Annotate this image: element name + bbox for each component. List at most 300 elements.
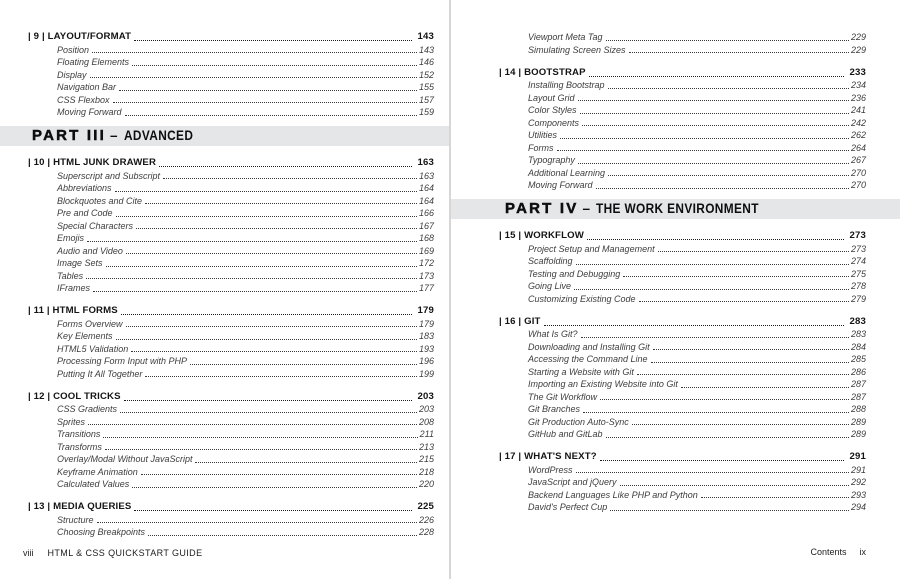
- dot-leader: [701, 497, 849, 498]
- dot-leader: [629, 52, 849, 53]
- page-gutter-divider: [449, 0, 451, 579]
- section-page-number: 274: [850, 256, 866, 266]
- dot-leader: [87, 241, 417, 242]
- section-page-number: 167: [418, 220, 434, 231]
- chapter-page-number: 283: [849, 315, 866, 327]
- section-title: Special Characters: [57, 220, 134, 231]
- section-page-number: 270: [850, 180, 866, 190]
- toc-entry-section: [499, 378, 866, 391]
- dot-leader: [132, 65, 417, 66]
- section-page-number: 287: [850, 391, 866, 402]
- section-title: Sprites: [57, 416, 86, 427]
- section-page-number: 264: [850, 142, 866, 153]
- toc-entry-section: [28, 81, 434, 94]
- chapter-title: | 12 | COOL TRICKS: [28, 390, 121, 402]
- toc-entry-section: [499, 416, 866, 429]
- dot-leader: [145, 203, 417, 204]
- dot-leader: [115, 191, 417, 192]
- chapter-page-number: 163: [417, 157, 434, 168]
- chapter-group: [499, 316, 866, 441]
- dot-leader: [132, 487, 417, 488]
- dot-leader: [125, 115, 417, 116]
- section-page-number: 242: [850, 117, 866, 128]
- dot-leader: [620, 485, 849, 486]
- section-title: IFrames: [57, 283, 91, 293]
- section-title: Layout Grid: [528, 92, 575, 103]
- section-title: Moving Forward: [57, 107, 122, 117]
- dot-leader: [163, 178, 417, 179]
- dot-leader: [600, 399, 849, 400]
- dot-leader: [195, 462, 416, 463]
- toc-entry-section: [499, 243, 866, 256]
- footer-book-title: HTML & CSS QUICKSTART GUIDE: [47, 548, 203, 558]
- section-title: Emojis: [57, 233, 85, 243]
- dot-leader: [596, 188, 849, 189]
- section-page-number: 159: [418, 107, 434, 117]
- section-title: Key Elements: [57, 331, 113, 341]
- part-separator: –: [582, 201, 590, 217]
- dot-leader: [134, 40, 411, 41]
- dot-leader: [578, 100, 849, 101]
- section-page-number: 215: [418, 454, 434, 464]
- section-title: Additional Learning: [528, 167, 606, 178]
- section-page-number: 241: [850, 105, 866, 115]
- toc-entry-section: [499, 403, 866, 416]
- section-page-number: 196: [418, 356, 434, 366]
- section-title: Backend Languages Like PHP and Python: [528, 489, 698, 500]
- section-title: Going Live: [528, 281, 572, 291]
- dot-leader: [93, 291, 417, 292]
- chapter-group: [499, 230, 866, 305]
- dot-leader: [606, 437, 849, 438]
- dot-leader: [576, 264, 849, 265]
- footer-page-number: ix: [859, 547, 866, 557]
- dot-leader: [637, 374, 849, 375]
- section-page-number: 163: [418, 170, 434, 181]
- dot-leader: [581, 337, 849, 338]
- dot-leader: [560, 138, 849, 139]
- chapter-page-number: 233: [849, 66, 866, 78]
- toc-entry-section: [499, 341, 866, 354]
- chapter-page-number: 291: [849, 451, 866, 462]
- toc-entry-section: [28, 257, 434, 270]
- section-title: Structure: [57, 514, 94, 525]
- section-title: Abbreviations: [57, 183, 112, 193]
- dot-leader: [145, 376, 417, 377]
- section-title: Installing Bootstrap: [528, 80, 605, 90]
- dot-leader: [131, 351, 417, 352]
- dot-leader: [105, 449, 417, 450]
- chapter-group: [28, 391, 434, 491]
- dot-leader: [134, 510, 411, 511]
- part-title: THE WORK ENVIRONMENT: [595, 201, 759, 217]
- section-title: Choosing Breakpoints: [57, 527, 146, 537]
- chapter-page-number: 179: [417, 305, 434, 316]
- section-page-number: 275: [850, 268, 866, 279]
- section-title: HTML5 Validation: [57, 343, 129, 354]
- dot-leader: [651, 362, 849, 363]
- section-page-number: 208: [418, 416, 434, 427]
- section-page-number: 218: [418, 466, 434, 477]
- section-page-number: 279: [850, 293, 866, 304]
- section-page-number: 143: [418, 44, 434, 55]
- section-title: JavaScript and jQuery: [528, 477, 617, 487]
- dot-leader: [623, 276, 849, 277]
- toc-entry-section: [28, 270, 434, 283]
- section-page-number: 203: [418, 404, 434, 414]
- dot-leader: [92, 52, 417, 53]
- toc-entry-chapter: [28, 501, 434, 514]
- toc-entry-chapter: [499, 451, 866, 464]
- section-page-number: 173: [418, 270, 434, 281]
- dot-leader: [116, 339, 417, 340]
- section-title: Superscript and Subscript: [57, 170, 161, 181]
- chapter-title: | 14 | BOOTSTRAP: [499, 66, 586, 78]
- part-label: PART III: [32, 127, 106, 145]
- section-title: Accessing the Command Line: [528, 354, 648, 364]
- section-title: Simulating Screen Sizes: [528, 44, 626, 55]
- section-page-number: 289: [850, 429, 866, 439]
- dot-leader: [653, 349, 849, 350]
- dot-leader: [580, 113, 849, 114]
- toc-entry-section: [28, 368, 434, 381]
- toc-entry-section: [28, 195, 434, 208]
- toc-entry-section: [28, 318, 434, 331]
- section-title: Starting a Website with Git: [528, 366, 634, 377]
- dot-leader: [103, 437, 417, 438]
- dot-leader: [582, 125, 849, 126]
- dot-leader: [136, 228, 417, 229]
- toc-entry-section: [28, 69, 434, 82]
- section-title: What Is Git?: [528, 329, 578, 339]
- chapter-title: | 11 | HTML FORMS: [28, 305, 118, 316]
- section-title: GitHub and GitLab: [528, 429, 603, 439]
- section-page-number: 152: [418, 69, 434, 80]
- section-title: Viewport Meta Tag: [528, 32, 603, 42]
- toc-entry-section: [28, 282, 434, 295]
- toc-entry-section: [499, 167, 866, 180]
- section-title: Typography: [528, 155, 575, 165]
- part-title: ADVANCED: [123, 128, 193, 144]
- dot-leader: [86, 278, 417, 279]
- section-title: The Git Workflow: [528, 391, 598, 402]
- section-title: Downloading and Installing Git: [528, 341, 650, 352]
- toc-blocks-left: [28, 31, 434, 539]
- chapter-title: | 10 | HTML JUNK DRAWER: [28, 157, 157, 168]
- section-title: David's Perfect Cup: [528, 502, 608, 512]
- toc-entry-section: [28, 232, 434, 245]
- section-page-number: 284: [850, 341, 866, 352]
- toc-entry-section: [499, 79, 866, 92]
- section-page-number: 164: [418, 195, 434, 206]
- section-page-number: 229: [850, 32, 866, 42]
- dot-leader: [190, 364, 417, 365]
- dot-leader: [574, 289, 849, 290]
- part-label: PART IV: [505, 200, 579, 218]
- toc-entry-section: [28, 245, 434, 258]
- chapter-page-number: 225: [417, 501, 434, 512]
- chapter-group: [28, 305, 434, 380]
- section-page-number: 287: [850, 379, 866, 389]
- footer-section-label: Contents: [810, 547, 847, 557]
- section-title: Tables: [57, 270, 84, 281]
- dot-leader: [113, 102, 417, 103]
- dot-leader: [90, 77, 417, 78]
- dot-leader: [126, 326, 417, 327]
- section-title: Display: [57, 69, 87, 80]
- toc-entry-section: [28, 56, 434, 69]
- section-page-number: 155: [418, 82, 434, 92]
- section-title: Importing an Existing Website into Git: [528, 379, 678, 389]
- dot-leader: [120, 412, 417, 413]
- toc-entry-section: [28, 416, 434, 429]
- toc-entry-section: [499, 129, 866, 142]
- chapter-group: [28, 501, 434, 539]
- dot-leader: [106, 266, 417, 267]
- section-title: Navigation Bar: [57, 82, 117, 92]
- dot-leader: [576, 472, 849, 473]
- section-page-number: 294: [850, 502, 866, 512]
- dot-leader: [583, 412, 849, 413]
- part-separator: –: [110, 128, 118, 144]
- toc-entry-section: [28, 478, 434, 491]
- section-page-number: 199: [418, 368, 434, 379]
- chapter-group: [499, 31, 866, 56]
- toc-blocks-right: [499, 31, 866, 514]
- toc-entry-section: [499, 366, 866, 379]
- section-page-number: 211: [419, 429, 434, 439]
- footer-right: [810, 547, 866, 557]
- toc-entry-chapter: [28, 391, 434, 404]
- toc-entry-section: [28, 403, 434, 416]
- dot-leader: [97, 522, 417, 523]
- toc-entry-section: [499, 280, 866, 293]
- section-page-number: 236: [850, 92, 866, 103]
- section-title: Forms: [528, 142, 554, 153]
- toc-entry-section: [499, 464, 866, 477]
- section-page-number: 267: [850, 155, 866, 165]
- dot-leader: [608, 88, 849, 89]
- toc-entry-section: [28, 207, 434, 220]
- chapter-group: [28, 157, 434, 295]
- toc-entry-section: [499, 428, 866, 441]
- section-title: Forms Overview: [57, 318, 123, 329]
- toc-entry-section: [28, 514, 434, 527]
- chapter-title: | 13 | MEDIA QUERIES: [28, 501, 132, 512]
- dot-leader: [126, 253, 417, 254]
- dot-leader: [578, 163, 849, 164]
- section-title: CSS Gradients: [57, 404, 118, 414]
- dot-leader: [681, 387, 849, 388]
- section-page-number: 278: [850, 281, 866, 291]
- toc-entry-chapter: [499, 67, 866, 80]
- section-page-number: 289: [850, 416, 866, 427]
- toc-entry-section: [499, 268, 866, 281]
- toc-entry-section: [28, 44, 434, 57]
- section-page-number: 226: [418, 514, 434, 525]
- section-title: Floating Elements: [57, 57, 130, 67]
- toc-entry-section: [499, 92, 866, 105]
- section-title: Processing Form Input with PHP: [57, 356, 188, 366]
- toc-entry-section: [499, 31, 866, 44]
- section-page-number: 177: [418, 283, 434, 293]
- dot-leader: [148, 535, 417, 536]
- dot-leader: [119, 90, 417, 91]
- section-page-number: 234: [850, 80, 866, 90]
- dot-leader: [116, 216, 417, 217]
- toc-entry-section: [499, 179, 866, 192]
- section-title: Image Sets: [57, 258, 103, 268]
- toc-entry-section: [28, 428, 434, 441]
- chapter-page-number: 203: [417, 390, 434, 402]
- toc-entry-section: [499, 142, 866, 155]
- toc-entry-chapter: [28, 305, 434, 318]
- section-title: Position: [57, 44, 90, 55]
- dot-leader: [544, 325, 844, 326]
- dot-leader: [557, 150, 849, 151]
- section-page-number: 157: [418, 94, 434, 105]
- section-page-number: 220: [418, 479, 434, 489]
- section-page-number: 164: [418, 183, 434, 193]
- toc-entry-section: [28, 466, 434, 479]
- toc-entry-section: [28, 526, 434, 539]
- toc-entry-section: [28, 343, 434, 356]
- toc-entry-section: [28, 94, 434, 107]
- section-title: Git Branches: [528, 404, 581, 414]
- section-title: Moving Forward: [528, 180, 593, 190]
- chapter-title: | 16 | GIT: [499, 315, 541, 327]
- section-title: Pre and Code: [57, 208, 113, 218]
- section-title: Color Styles: [528, 105, 577, 115]
- section-title: Keyframe Animation: [57, 466, 138, 477]
- section-page-number: 270: [850, 167, 866, 178]
- toc-entry-section: [499, 489, 866, 502]
- chapter-title: | 15 | WORKFLOW: [499, 230, 584, 241]
- toc-entry-section: [28, 441, 434, 454]
- toc-entry-chapter: [28, 31, 434, 44]
- dot-leader: [639, 301, 849, 302]
- dot-leader: [159, 166, 411, 167]
- toc-entry-chapter: [499, 230, 866, 243]
- dot-leader: [589, 76, 844, 77]
- section-title: Project Setup and Management: [528, 243, 655, 254]
- dot-leader: [587, 239, 844, 240]
- toc-entry-section: [499, 293, 866, 306]
- section-title: Overlay/Modal Without JavaScript: [57, 454, 193, 464]
- dot-leader: [632, 424, 849, 425]
- section-title: Customizing Existing Code: [528, 293, 636, 304]
- section-title: Utilities: [528, 130, 558, 140]
- chapter-group: [499, 451, 866, 514]
- toc-entry-section: [28, 220, 434, 233]
- section-page-number: 179: [418, 318, 434, 329]
- toc-entry-section: [499, 476, 866, 489]
- section-page-number: 291: [850, 464, 866, 475]
- section-page-number: 172: [418, 258, 434, 268]
- section-page-number: 293: [850, 489, 866, 500]
- dot-leader: [658, 251, 849, 252]
- part-heading: [0, 126, 449, 147]
- chapter-title: | 17 | WHAT'S NEXT?: [499, 451, 597, 462]
- part-heading: [450, 199, 900, 220]
- footer-left: [23, 548, 203, 558]
- chapter-group: [499, 67, 866, 192]
- chapter-group: [28, 31, 434, 119]
- section-page-number: 262: [850, 130, 866, 140]
- toc-entry-section: [499, 44, 866, 57]
- section-page-number: 169: [418, 245, 434, 256]
- toc-entry-section: [499, 104, 866, 117]
- toc-entry-section: [28, 182, 434, 195]
- toc-entry-section: [28, 106, 434, 119]
- page-right: [450, 0, 900, 579]
- toc-entry-section: [499, 117, 866, 130]
- section-page-number: 193: [418, 343, 434, 354]
- toc-entry-section: [499, 328, 866, 341]
- section-page-number: 168: [418, 233, 434, 243]
- section-title: CSS Flexbox: [57, 94, 110, 105]
- dot-leader: [141, 474, 417, 475]
- section-page-number: 292: [850, 477, 866, 487]
- section-page-number: 229: [850, 44, 866, 55]
- section-title: WordPress: [528, 464, 573, 475]
- chapter-page-number: 273: [849, 230, 866, 241]
- section-page-number: 285: [850, 354, 866, 364]
- section-title: Audio and Video: [57, 245, 123, 256]
- chapter-title: | 9 | LAYOUT/FORMAT: [28, 31, 132, 42]
- dot-leader: [600, 460, 844, 461]
- toc-entry-section: [28, 453, 434, 466]
- toc-entry-section: [499, 353, 866, 366]
- toc-entry-section: [28, 355, 434, 368]
- section-title: Components: [528, 117, 580, 128]
- toc-entry-section: [499, 255, 866, 268]
- dot-leader: [124, 400, 412, 401]
- section-page-number: 183: [418, 331, 434, 341]
- section-page-number: 228: [418, 527, 434, 537]
- section-page-number: 283: [850, 329, 866, 339]
- section-title: Transitions: [57, 429, 101, 439]
- section-title: Putting It All Together: [57, 368, 143, 379]
- toc-entry-section: [499, 391, 866, 404]
- dot-leader: [608, 175, 849, 176]
- section-page-number: 273: [850, 243, 866, 254]
- section-title: Transforms: [57, 441, 102, 452]
- dot-leader: [610, 510, 849, 511]
- dot-leader: [121, 314, 412, 315]
- toc-entry-section: [499, 501, 866, 514]
- footer-page-number: viii: [23, 548, 34, 558]
- section-page-number: 146: [418, 57, 434, 67]
- section-page-number: 288: [850, 404, 866, 414]
- toc-entry-section: [28, 330, 434, 343]
- section-title: Blockquotes and Cite: [57, 195, 143, 206]
- section-title: Git Production Auto-Sync: [528, 416, 629, 427]
- toc-entry-chapter: [499, 316, 866, 329]
- chapter-page-number: 143: [417, 31, 434, 42]
- section-title: Calculated Values: [57, 479, 130, 489]
- section-page-number: 286: [850, 366, 866, 377]
- toc-entry-chapter: [28, 157, 434, 170]
- dot-leader: [606, 40, 849, 41]
- section-title: Scaffolding: [528, 256, 573, 266]
- toc-entry-section: [499, 154, 866, 167]
- section-title: Testing and Debugging: [528, 268, 621, 279]
- toc-entry-section: [28, 170, 434, 183]
- section-page-number: 213: [418, 441, 434, 452]
- dot-leader: [88, 424, 417, 425]
- section-page-number: 166: [418, 208, 434, 218]
